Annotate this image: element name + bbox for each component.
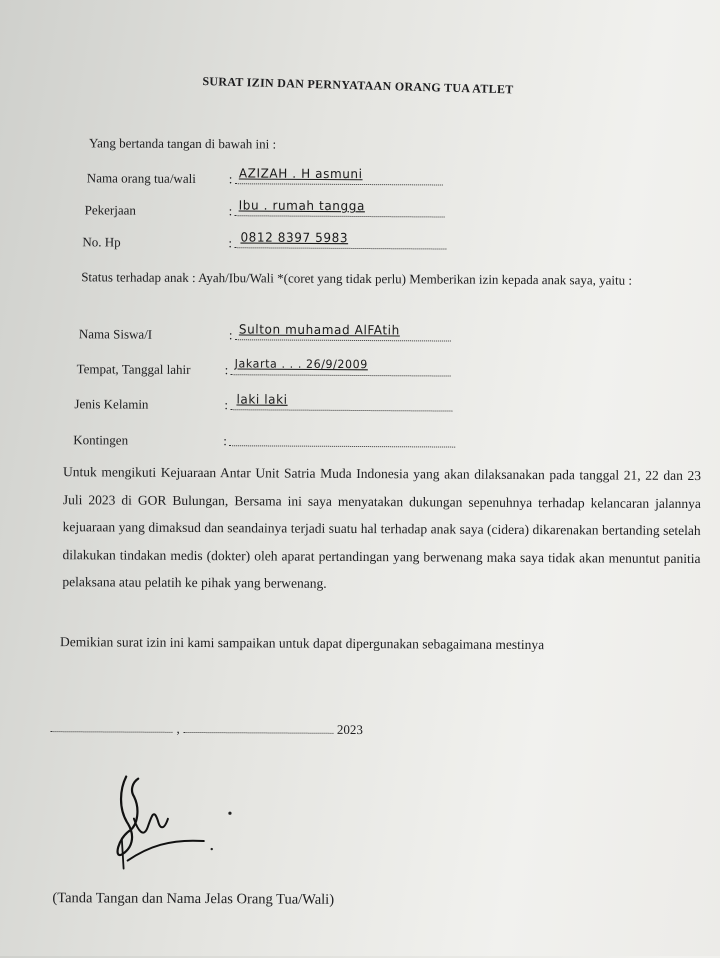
field-label: No. Hp	[82, 234, 121, 250]
field-handwritten-value: Sulton muhamad AlFAtih	[238, 321, 400, 338]
field-dotted-line	[235, 339, 451, 341]
field-dotted-line	[235, 215, 445, 217]
field-label: Tempat, Tanggal lahir	[76, 361, 191, 377]
field-handwritten-value: Ibu . rumah tangga	[238, 197, 365, 214]
field-dotted-line	[230, 409, 452, 411]
date-line	[50, 720, 363, 738]
field-label: Nama Siswa/I	[78, 326, 153, 342]
field-label: Nama orang tua/wali	[86, 170, 196, 186]
permission-letter: SURAT IZIN DAN PERNYATAAN ORANG TUA ATLET Yang bertanda tangan di bawah ini : Nama orang tua/wali : AZIZAH . H asmuni Pekerjaan : Ibu . rumah tangga No. Hp : 0812 8397 5983 Status terhadap anak : Ayah/Ibu/Wali *(coret yang tidak perlu) Memberikan izin kepada anak saya, yaitu : Nama Siswa/I : Sulton muhamad AlFAtih Tempat, Tanggal lahir : Jakarta . . . 26/9/2009 Jenis Kelamin : laki laki Kontingen : Untuk mengikuti Kejuaraan Antar Unit Satria Muda Indonesia yang akan dilaksanakan pada tanggal 21, 22 dan 23 Juli 2023 di GOR Bulungan, Bersama ini saya menyatakan dukungan sepenuhnya terhadap kelancaran jalannya kejuaraan yang dimaksud dan seandainya terjadi suatu hal terhadap anak saya (cidera) dikarenakan bertanding setelah dilakukan tindakan medis (dokter) oleh aparat pertandingan yang berwenang maka saya tidak akan menuntut panitia pelaksana atau pelatih ke pihak yang berwenang. Demikian surat izin ini kami sampaikan untuk dapat dipergunakan sebagaimana mestinya , 2023 (Tanda Tangan dan Nama Jelas Orang Tua/Wali)	[52, 74, 702, 908]
field-label: Pekerjaan	[84, 202, 136, 218]
field-dotted-line	[235, 183, 443, 185]
letter-title: SURAT IZIN DAN PERNYATAAN ORANG TUA ATLET	[202, 74, 514, 97]
field-handwritten-value: AZIZAH . H asmuni	[238, 165, 363, 182]
closing-text: Demikian surat izin ini kami sampaikan untuk dapat dipergunakan sebagaimana mestinya	[59, 634, 545, 653]
intro-text: Yang bertanda tangan di bawah ini :	[88, 135, 277, 152]
field-dotted-line	[231, 374, 451, 376]
place-dotted-line	[50, 731, 172, 733]
date-dotted-line	[183, 732, 333, 734]
statement-paragraph: Untuk mengikuti Kejuaraan Antar Unit Satria Muda Indonesia yang akan dilaksanakan pada tanggal 21, 22 dan 23 Juli 2023 di GOR Bulungan, Bersama ini saya menyatakan dukungan sepenuhnya terhadap kelancaran jalannya kejuaraan yang dimaksud dan seandainya terjadi suatu hal terhadap anak saya (cidera) dikarenakan bertanding setelah dilakukan tindakan medis (dokter) oleh aparat pertandingan yang berwenang maka saya tidak akan menuntut panitia pelaksana atau pelatih ke pihak yang berwenang.	[62, 464, 702, 591]
signature-caption: (Tanda Tangan dan Nama Jelas Orang Tua/Wali)	[52, 890, 335, 908]
field-handwritten-value: Jakarta . . . 26/9/2009	[234, 356, 368, 372]
field-handwritten-value: 0812 8397 5983	[240, 229, 349, 246]
handwritten-signature	[108, 768, 249, 879]
field-dotted-line	[234, 247, 446, 249]
field-dotted-line	[229, 445, 455, 447]
field-label: Jenis Kelamin	[74, 396, 149, 412]
field-label: Kontingen	[73, 432, 129, 448]
field-handwritten-value: laki laki	[236, 391, 288, 407]
date-separator: ,	[176, 720, 180, 736]
status-text: Status terhadap anak : Ayah/Ibu/Wali *(coret yang tidak perlu) Memberikan izin kepada anak saya, yaitu :	[81, 269, 633, 288]
date-year: 2023	[336, 721, 364, 738]
